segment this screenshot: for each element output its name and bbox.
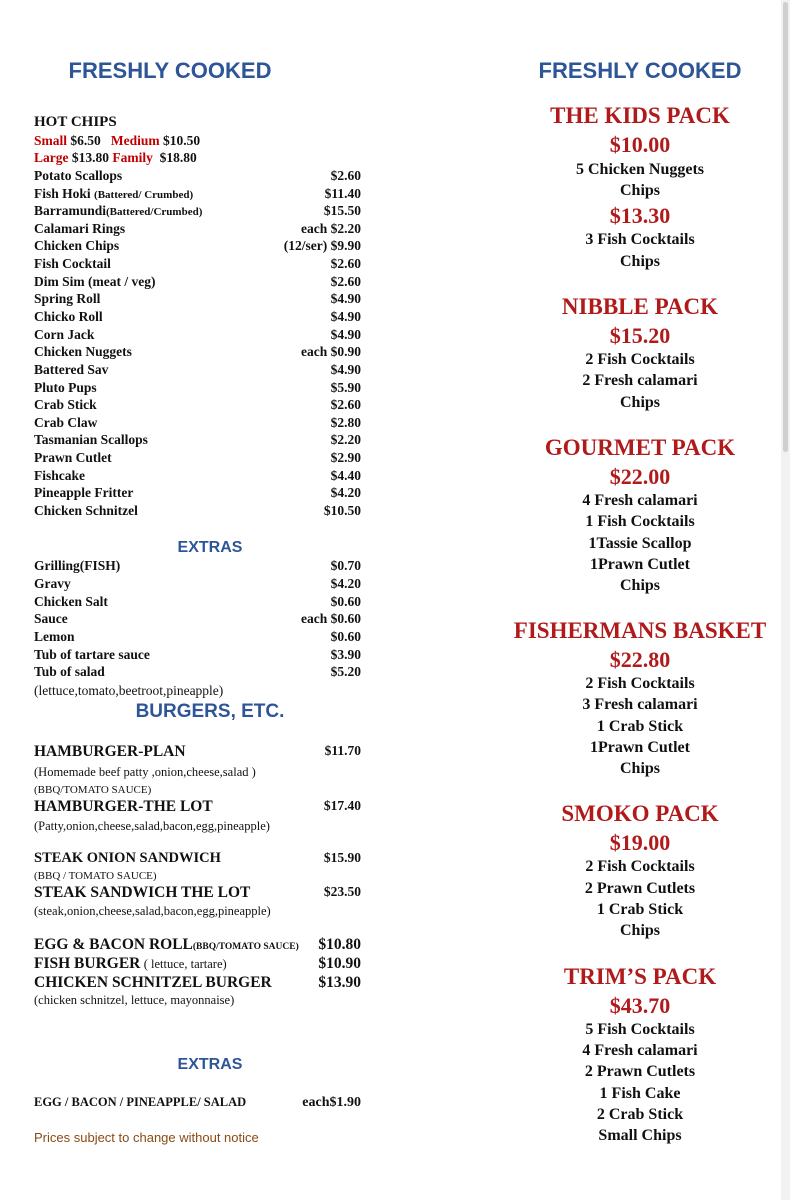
item-price: $2.60 <box>330 397 361 412</box>
extra-price: $5.20 <box>330 664 361 679</box>
extras-heading: EXTRAS <box>177 539 243 556</box>
burger-desc: (Homemade beef patty ,onion,cheese,salad ) <box>34 765 256 779</box>
extra2-name: EGG / BACON / PINEAPPLE/ SALAD <box>34 1095 247 1109</box>
item-name: Chicken Schnitzel <box>34 503 138 518</box>
extra-price: $0.70 <box>330 558 361 573</box>
item-name: Fishcake <box>34 468 86 483</box>
pack-line: 2 Prawn Cutlets <box>584 1063 696 1080</box>
menu-item <box>34 485 361 503</box>
pack-line: 2 Fish Cocktails <box>585 858 695 875</box>
item-price: $4.90 <box>330 362 361 377</box>
pack-line: 4 Fresh calamari <box>582 492 698 509</box>
burger-price: $15.90 <box>323 850 361 865</box>
item-price: $15.50 <box>323 203 361 218</box>
size-price-family: $18.80 <box>159 150 197 165</box>
extra-price: $4.20 <box>330 576 361 591</box>
extra-price: $0.60 <box>330 594 361 609</box>
extra-name: Sauce <box>34 611 68 626</box>
extra2-price: each$1.90 <box>302 1095 361 1110</box>
size-label-large: Large <box>34 150 69 165</box>
pack-line: 1 Fish Cake <box>599 1085 681 1102</box>
chip-sizes-line-1 <box>34 133 200 149</box>
extra-item <box>34 647 361 665</box>
menu-item <box>34 168 361 186</box>
burger-note: (BBQ/TOMATO SAUCE) <box>192 942 299 952</box>
burger-desc: (steak,onion,cheese,salad,bacon,egg,pineapple) <box>34 904 271 918</box>
pack-line: Chips <box>619 577 661 594</box>
item-note: (Battered/ Crumbed) <box>94 189 194 201</box>
pack-title-smoko: SMOKO PACK <box>561 801 719 826</box>
size-price-small: $6.50 <box>70 133 101 148</box>
size-price-large: $13.80 <box>71 150 109 165</box>
item-name: Chicken Chips <box>34 238 120 253</box>
burger-item <box>34 884 361 904</box>
menu-item <box>34 415 361 433</box>
burger-name: HAMBURGER-THE LOT <box>34 798 213 815</box>
item-name: Calamari Rings <box>34 221 126 236</box>
item-name: Tasmanian Scallops <box>34 432 148 447</box>
extra-item <box>34 629 361 647</box>
extra-name: Chicken Salt <box>34 594 108 609</box>
item-name: Prawn Cutlet <box>34 450 112 465</box>
extra-item <box>34 558 361 576</box>
size-label-family: Family <box>112 150 153 165</box>
item-name: Chicko Roll <box>34 309 103 324</box>
extra-name: Gravy <box>34 576 71 591</box>
extras2-heading: EXTRAS <box>177 1056 243 1073</box>
item-price: each $2.20 <box>301 221 361 236</box>
pack-line: 5 Fish Cocktails <box>585 1021 695 1038</box>
burger-name: STEAK ONION SANDWICH <box>34 850 221 866</box>
item-price: $11.40 <box>324 186 361 201</box>
item-name: Crab Stick <box>34 397 97 412</box>
pack-line: Chips <box>619 253 661 270</box>
burger-name: CHICKEN SCHNITZEL BURGER <box>34 974 272 991</box>
menu-item <box>34 327 361 345</box>
pack-price: $22.00 <box>609 464 671 489</box>
item-price: $4.20 <box>330 485 361 500</box>
burger-item <box>34 974 361 994</box>
item-price: $5.90 <box>330 380 361 395</box>
pack-title-nibble: NIBBLE PACK <box>561 294 719 319</box>
burgers-heading: BURGERS, ETC. <box>135 701 285 722</box>
pack-line: 2 Prawn Cutlets <box>584 880 696 897</box>
packs-column <box>490 0 790 1200</box>
menu-item <box>34 362 361 380</box>
pack-line: 1 Crab Stick <box>596 718 684 735</box>
size-label-medium: Medium <box>110 133 160 148</box>
burger-price: $10.90 <box>318 955 361 972</box>
pack-line: 1 Crab Stick <box>596 901 684 918</box>
burger-sauce: (BBQ/TOMATO SAUCE) <box>34 784 152 796</box>
item-price: $2.60 <box>330 274 361 289</box>
right-heading: FRESHLY COOKED <box>538 58 742 83</box>
burger-item <box>34 850 361 870</box>
extra-name: Lemon <box>34 629 75 644</box>
pack-title-kids: THE KIDS PACK <box>550 103 730 128</box>
pack-line: 2 Fish Cocktails <box>585 351 695 368</box>
pack-line: 3 Fish Cocktails <box>585 231 695 248</box>
burger-price: $11.70 <box>324 743 361 758</box>
pack-line: 2 Fresh calamari <box>582 372 698 389</box>
item-name: Crab Claw <box>34 415 98 430</box>
pack-line: Chips <box>619 394 661 411</box>
menu-item <box>34 274 361 292</box>
pack-line: Chips <box>619 182 661 199</box>
pack-line: 1 Fish Cocktails <box>585 513 695 530</box>
pack-line: 1Prawn Cutlet <box>590 556 690 573</box>
burger-desc: (BBQ / TOMATO SAUCE) <box>34 870 157 882</box>
pack-line: Small Chips <box>598 1127 682 1144</box>
burger-price: $10.80 <box>318 936 361 953</box>
pack-price: $10.00 <box>609 132 671 157</box>
menu-item <box>34 380 361 398</box>
item-price: $10.50 <box>323 503 361 518</box>
item-price: $2.60 <box>330 168 361 183</box>
burger-price: $17.40 <box>323 798 361 813</box>
extra-price: $3.90 <box>330 647 361 662</box>
pack-title-gourmet: GOURMET PACK <box>544 435 736 460</box>
item-name: Potato Scallops <box>34 168 123 183</box>
pack-line: 3 Fresh calamari <box>582 696 698 713</box>
chip-sizes-line-2 <box>34 150 197 166</box>
menu-item <box>34 503 361 521</box>
item-price: $2.20 <box>330 432 361 447</box>
burger-item <box>34 936 361 956</box>
menu-item <box>34 309 361 327</box>
pack-line: 1Prawn Cutlet <box>590 739 690 756</box>
item-price: $4.90 <box>330 327 361 342</box>
burger-item <box>34 798 361 818</box>
item-name: Pineapple Fritter <box>34 485 134 500</box>
salad-note: (lettuce,tomato,beetroot,pineapple) <box>34 683 224 698</box>
price-disclaimer: Prices subject to change without notice <box>34 1130 259 1145</box>
pack-price: $43.70 <box>609 993 671 1018</box>
left-heading: FRESHLY COOKED <box>68 58 272 83</box>
item-price: each $0.90 <box>301 344 361 359</box>
extra-name: Tub of salad <box>34 664 105 679</box>
item-price: $2.90 <box>330 450 361 465</box>
pack-price: $22.80 <box>609 647 671 672</box>
burger-item <box>34 955 361 975</box>
pack-line: Chips <box>619 922 661 939</box>
menu-item <box>34 291 361 309</box>
menu-item <box>34 397 361 415</box>
item-note: (Battered/Crumbed) <box>106 206 203 218</box>
burger-note: ( lettuce, tartare) <box>143 957 227 971</box>
pack-line: 1Tassie Scallop <box>588 535 692 552</box>
extra-item <box>34 664 361 682</box>
menu-item <box>34 432 361 450</box>
menu-item <box>34 203 361 221</box>
pack-title-trims: TRIM’S PACK <box>563 964 717 989</box>
pack-title-fishermans: FISHERMANS BASKET <box>513 618 767 643</box>
burger-desc: (chicken schnitzel, lettuce, mayonnaise) <box>34 993 235 1007</box>
item-name: Pluto Pups <box>34 380 97 395</box>
extra-name: Tub of tartare sauce <box>34 647 150 662</box>
item-name: Chicken Nuggets <box>34 344 132 359</box>
item-name: Fish Hoki <box>34 186 91 201</box>
item-name: Barramundi <box>34 203 107 218</box>
item-name: Dim Sim (meat / veg) <box>34 274 156 289</box>
item-name: Spring Roll <box>34 291 101 306</box>
menu-item <box>34 221 361 239</box>
pack-price: $13.30 <box>609 203 671 228</box>
item-price: $4.40 <box>330 468 361 483</box>
item-price: $4.90 <box>330 291 361 306</box>
burger-item <box>34 743 361 763</box>
burger-price: $23.50 <box>323 884 361 899</box>
item-name: Corn Jack <box>34 327 95 342</box>
item-price: $2.80 <box>330 415 361 430</box>
hot-chips-title: HOT CHIPS <box>34 114 117 130</box>
burger-name: FISH BURGER <box>34 955 141 972</box>
size-price-medium: $10.50 <box>163 133 201 148</box>
extra-item <box>34 611 361 629</box>
burger-price: $13.90 <box>318 974 361 991</box>
extra2-item <box>34 1095 361 1113</box>
pack-line: 4 Fresh calamari <box>582 1042 698 1059</box>
extra-name: Grilling(FISH) <box>34 558 121 573</box>
extra-price: each $0.60 <box>301 611 361 626</box>
item-name: Battered Sav <box>34 362 109 377</box>
menu-item <box>34 450 361 468</box>
menu-item <box>34 238 361 256</box>
pack-line: 2 Crab Stick <box>596 1106 684 1123</box>
burger-desc: (Patty,onion,cheese,salad,bacon,egg,pineapple) <box>34 819 270 833</box>
item-name: Fish Cocktail <box>34 256 111 271</box>
menu-item <box>34 344 361 362</box>
extra-price: $0.60 <box>330 629 361 644</box>
item-price: (12/ser) $9.90 <box>283 238 361 253</box>
burger-name: EGG & BACON ROLL <box>34 936 193 953</box>
pack-line: 5 Chicken Nuggets <box>575 161 704 178</box>
size-label-small: Small <box>34 133 68 148</box>
pack-line: Chips <box>619 760 661 777</box>
extra-item <box>34 576 361 594</box>
item-price: $4.90 <box>330 309 361 324</box>
extra-item <box>34 594 361 612</box>
pack-price: $19.00 <box>609 830 671 855</box>
menu-item <box>34 468 361 486</box>
menu-item <box>34 256 361 274</box>
pack-line: 2 Fish Cocktails <box>585 675 695 692</box>
burger-name: HAMBURGER-PLAN <box>34 743 186 760</box>
item-price: $2.60 <box>330 256 361 271</box>
pack-price: $15.20 <box>609 323 671 348</box>
burger-name: STEAK SANDWICH THE LOT <box>34 884 251 901</box>
menu-item <box>34 186 361 204</box>
